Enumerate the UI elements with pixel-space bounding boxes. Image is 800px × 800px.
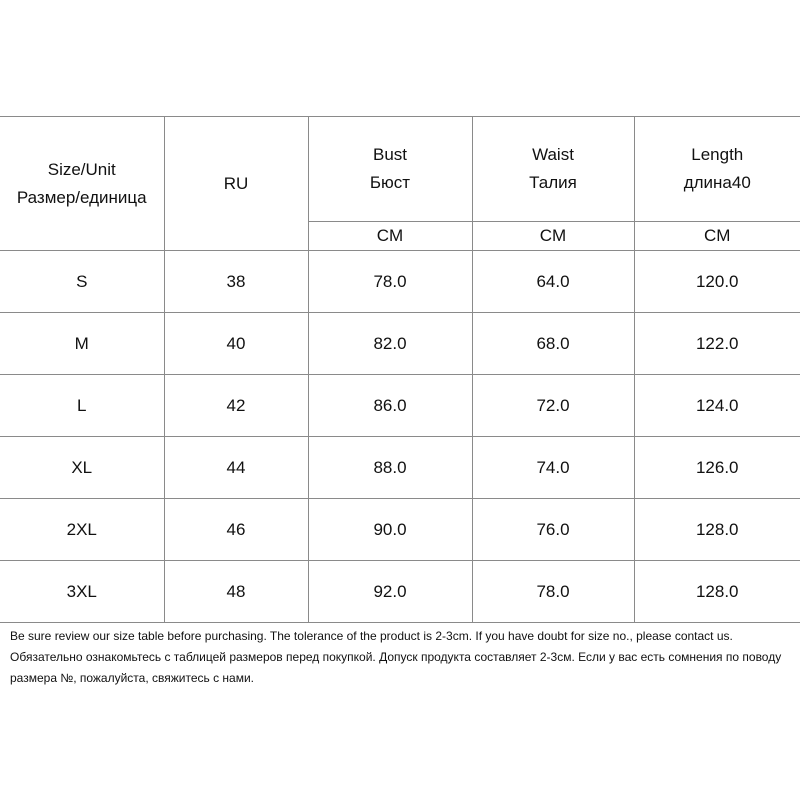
cell-bust: 92.0 [308, 561, 472, 623]
size-chart-table [0, 116, 800, 623]
header-waist-en: Waist [532, 145, 574, 164]
table-row [0, 313, 800, 375]
cell-waist: 74.0 [472, 437, 634, 499]
cell-ru: 42 [164, 375, 308, 437]
cell-size: XL [0, 437, 164, 499]
cell-bust: 90.0 [308, 499, 472, 561]
unit-bust: CM [308, 222, 472, 251]
cell-bust: 88.0 [308, 437, 472, 499]
cell-size: 2XL [0, 499, 164, 561]
cell-length: 120.0 [634, 251, 800, 313]
header-bust-ru: Бюст [369, 173, 411, 192]
header-size-unit-ru: Размер/единица [16, 187, 147, 207]
cell-waist: 76.0 [472, 499, 634, 561]
cell-waist: 72.0 [472, 375, 634, 437]
note-english: Be sure review our size table before purchasing. The tolerance of the product is 2-3cm. If you have doubt for size no., please contact us. [10, 629, 733, 643]
table-row [0, 437, 800, 499]
cell-length: 126.0 [634, 437, 800, 499]
cell-ru: 48 [164, 561, 308, 623]
header-waist [472, 117, 634, 222]
cell-bust: 78.0 [308, 251, 472, 313]
table-row [0, 375, 800, 437]
cell-ru: 44 [164, 437, 308, 499]
note-russian: Обязательно ознакомьтесь с таблицей размеров перед покупкой. Допуск продукта составляет 2-3см. Если у вас есть сомнения по поводу размера №, пожалуйста, свяжитесь с нами. [10, 650, 782, 685]
table-row [0, 251, 800, 313]
header-waist-ru: Талия [529, 173, 577, 192]
table-row [0, 499, 800, 561]
cell-length: 124.0 [634, 375, 800, 437]
cell-length: 128.0 [634, 499, 800, 561]
header-bust-en: Bust [372, 145, 408, 164]
table-row [0, 561, 800, 623]
header-length [634, 117, 800, 222]
cell-waist: 64.0 [472, 251, 634, 313]
cell-length: 122.0 [634, 313, 800, 375]
size-notes [10, 626, 795, 689]
header-bust [308, 117, 472, 222]
header-length-ru: длина40 [683, 173, 751, 192]
cell-size: 3XL [0, 561, 164, 623]
cell-size: S [0, 251, 164, 313]
header-size-unit-en: Size/Unit [47, 159, 116, 179]
header-ru: RU [164, 117, 308, 251]
cell-length: 128.0 [634, 561, 800, 623]
header-length-en: Length [691, 145, 744, 164]
cell-waist: 78.0 [472, 561, 634, 623]
cell-bust: 86.0 [308, 375, 472, 437]
cell-ru: 46 [164, 499, 308, 561]
unit-waist: CM [472, 222, 634, 251]
cell-bust: 82.0 [308, 313, 472, 375]
cell-ru: 38 [164, 251, 308, 313]
cell-size: L [0, 375, 164, 437]
cell-size: M [0, 313, 164, 375]
size-rows [0, 251, 800, 623]
cell-waist: 68.0 [472, 313, 634, 375]
header-size-unit [0, 117, 164, 251]
unit-length: CM [634, 222, 800, 251]
cell-ru: 40 [164, 313, 308, 375]
